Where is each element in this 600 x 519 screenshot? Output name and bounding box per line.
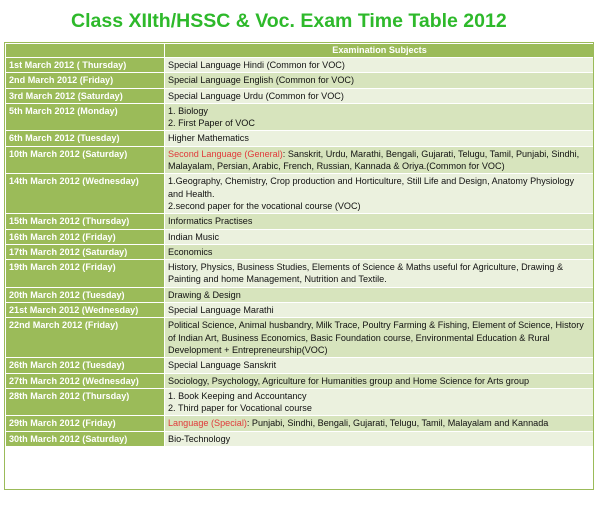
table-row [6,431,595,446]
table-row [6,244,595,259]
exam-subjects-cell [165,146,595,174]
exam-subjects-cell [165,416,595,431]
subject-line: 2. First Paper of VOC [168,118,255,129]
subject-line: 2.second paper for the vocational course (VOC) [168,200,361,211]
subject-line: 1. Book Keeping and Accountancy [168,390,307,401]
exam-subjects-cell [165,229,595,244]
table-row [6,146,595,174]
table-row [6,174,595,214]
exam-subjects-cell [165,174,595,214]
exam-subjects-cell [165,358,595,373]
subject-text: : Sanskrit, Urdu, Marathi, Bengali, Gujarati, Telugu, Tamil, Punjabi, Sindhi, Malayalam, Persian, Arabic, French, Russian, Kannada & Oriya.(Common for VOC) [168,148,580,172]
exam-date-cell: 29th March 2012 (Friday) [6,416,165,431]
subject-line: Higher Mathematics [168,133,249,144]
header-date-cell [6,44,165,58]
table-row [6,318,595,358]
subject-line: 1. Biology [168,105,208,116]
subject-line: Informatics Practises [168,216,253,227]
table-row [6,103,595,131]
exam-subjects-cell [165,260,595,288]
table-row [6,229,595,244]
exam-subjects-cell [165,58,595,73]
subject-line: Special Language Urdu (Common for VOC) [168,90,344,101]
exam-date-cell: 6th March 2012 (Tuesday) [6,131,165,146]
exam-date-cell: 1st March 2012 ( Thursday) [6,58,165,73]
table-row [6,58,595,73]
table-row [6,287,595,302]
exam-date-cell: 17th March 2012 (Saturday) [6,244,165,259]
exam-date-cell: 3rd March 2012 (Saturday) [6,88,165,103]
subject-line: Special Language Marathi [168,305,274,316]
exam-subjects-cell [165,431,595,446]
subject-text: : Punjabi, Sindhi, Bengali, Gujarati, Telugu, Tamil, Malayalam and Kannada [246,418,549,429]
table-row [6,303,595,318]
table-row [6,358,595,373]
exam-date-cell: 21st March 2012 (Wednesday) [6,303,165,318]
table-row [6,73,595,88]
subject-line: History, Physics, Business Studies, Elements of Science & Maths useful for Agriculture, Drawing & Painting and home Management, Nutrition and Textile. [168,262,564,285]
exam-date-cell: 5th March 2012 (Monday) [6,103,165,131]
exam-subjects-cell [165,303,595,318]
subject-line: Special Language Hindi (Common for VOC) [168,60,345,70]
subject-line: Political Science, Animal husbandry, Milk Trace, Poultry Farming & Fishing, Element of Science, History of Indian Art, Business Economics, Basic Foundation course, Environmental Education & Rural Development + Entrepreneurship(VOC) [168,320,584,355]
exam-subjects-cell [165,131,595,146]
exam-subjects-cell [165,103,595,131]
exam-date-cell: 14th March 2012 (Wednesday) [6,174,165,214]
subject-line: 1.Geography, Chemistry, Crop production and Horticulture, Still Life and Design, Anatomy Physiology and Health. [168,176,575,199]
exam-date-cell: 19th March 2012 (Friday) [6,260,165,288]
exam-date-cell: 27th March 2012 (Wednesday) [6,373,165,388]
exam-subjects-cell [165,214,595,229]
exam-date-cell: 28th March 2012 (Thursday) [6,388,165,416]
table-header-row [6,44,595,58]
exam-date-cell: 20th March 2012 (Tuesday) [6,287,165,302]
exam-date-cell: 26th March 2012 (Tuesday) [6,358,165,373]
subject-line: Special Language Sanskrit [168,360,277,371]
exam-timetable [5,43,595,447]
subject-line: Drawing & Design [168,289,241,300]
subject-line: Special Language English (Common for VOC) [168,75,355,86]
subject-line: Indian Music [168,231,220,242]
table-row [6,416,595,431]
page-title: Class XIIth/HSSC & Voc. Exam Time Table 2012 [71,10,507,32]
exam-date-cell: 22nd March 2012 (Friday) [6,318,165,358]
table-row [6,88,595,103]
exam-subjects-cell [165,88,595,103]
subject-line: 2. Third paper for Vocational course [168,403,312,414]
timetable-body [6,44,595,447]
header-subjects-cell: Examination Subjects [165,44,595,58]
exam-subjects-cell [165,73,595,88]
exam-subjects-cell [165,287,595,302]
exam-date-cell: 16th March 2012 (Friday) [6,229,165,244]
subject-line: Bio-Technology [168,433,231,444]
table-row [6,373,595,388]
exam-date-cell: 10th March 2012 (Saturday) [6,146,165,174]
table-row [6,131,595,146]
table-row [6,214,595,229]
table-row [6,260,595,288]
subject-line: Sociology, Psychology, Agriculture for Humanities group and Home Science for Arts group [168,375,530,386]
language-category-label: Language (Special) [168,418,247,429]
exam-subjects-cell [165,318,595,358]
exam-date-cell: 30th March 2012 (Saturday) [6,431,165,446]
exam-subjects-cell [165,388,595,416]
table-row [6,388,595,416]
exam-subjects-cell [165,373,595,388]
exam-subjects-cell [165,244,595,259]
exam-date-cell: 2nd March 2012 (Friday) [6,73,165,88]
exam-date-cell: 15th March 2012 (Thursday) [6,214,165,229]
subject-line: Economics [168,246,213,257]
language-category-label: Second Language (General) [168,148,283,159]
